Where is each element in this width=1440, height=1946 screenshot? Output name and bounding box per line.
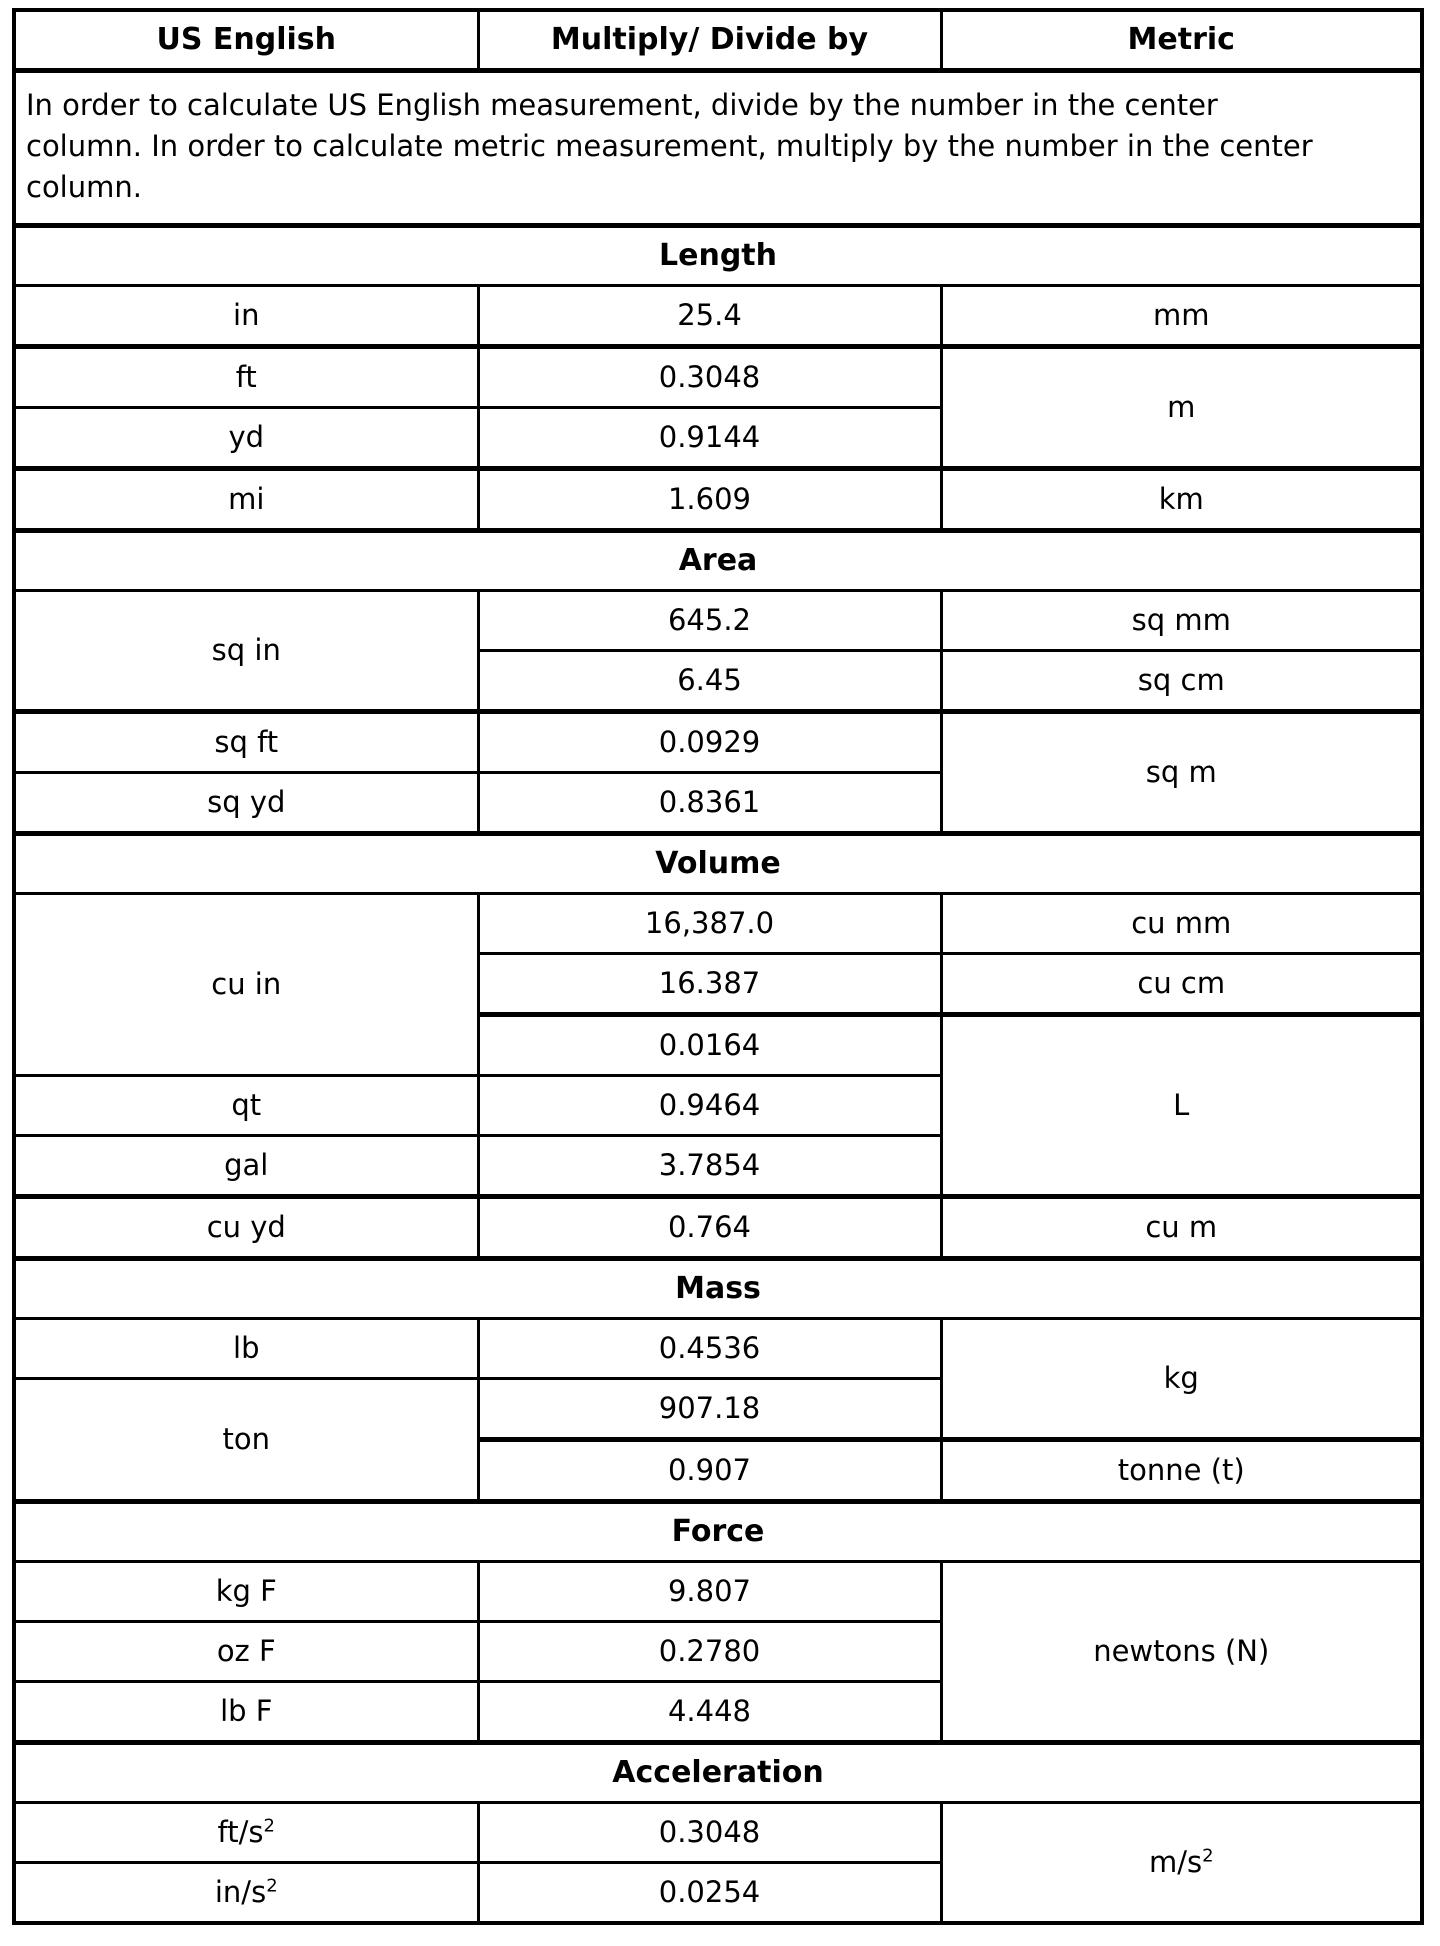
section-header-row: [14, 1258, 1422, 1318]
factor-cell: 4.448: [478, 1681, 941, 1742]
factor-cell: 0.0164: [478, 1014, 941, 1075]
us-unit-cell: cu in: [14, 893, 478, 1075]
us-unit-cell: in: [14, 285, 478, 346]
factor-cell: 907.18: [478, 1378, 941, 1439]
us-unit-cell: lb F: [14, 1681, 478, 1742]
unit-text: ft/s: [217, 1814, 264, 1849]
factor-cell: 16,387.0: [478, 893, 941, 953]
column-header-us-english: US English: [14, 10, 478, 71]
unit-superscript: 2: [1202, 1845, 1214, 1867]
metric-unit-cell: cu mm: [941, 893, 1422, 953]
instruction-row: [14, 71, 1422, 226]
metric-unit-cell: sq mm: [941, 590, 1422, 650]
factor-cell: 0.764: [478, 1196, 941, 1258]
section-header-row: [14, 1742, 1422, 1802]
metric-unit-cell: tonne (t): [941, 1439, 1422, 1501]
table-row: [14, 893, 1422, 953]
metric-unit-cell: sq cm: [941, 650, 1422, 711]
us-unit-cell: ton: [14, 1378, 478, 1501]
instruction-line-2: column. In order to calculate metric measurement, multiply by the number in the center: [26, 129, 1313, 164]
factor-cell: 0.907: [478, 1439, 941, 1501]
section-header-row: [14, 833, 1422, 893]
table-row: [14, 285, 1422, 346]
us-unit-cell: mi: [14, 468, 478, 530]
factor-cell: 0.9144: [478, 407, 941, 468]
factor-cell: 0.2780: [478, 1621, 941, 1681]
section-header-row: [14, 530, 1422, 590]
us-unit-cell: [14, 1862, 478, 1923]
instruction-line-3: column.: [26, 170, 142, 205]
instruction-text: [14, 71, 1422, 226]
metric-unit-cell: sq m: [941, 711, 1422, 833]
table-row: [14, 590, 1422, 650]
us-unit-cell: oz F: [14, 1621, 478, 1681]
section-title-length: Length: [14, 225, 1422, 285]
table-row: [14, 1802, 1422, 1862]
conversion-table: [12, 8, 1424, 1925]
metric-unit-cell: [941, 1802, 1422, 1923]
us-unit-cell: yd: [14, 407, 478, 468]
factor-cell: 0.9464: [478, 1075, 941, 1135]
factor-cell: 0.0929: [478, 711, 941, 772]
unit-text: m/s: [1148, 1844, 1203, 1879]
metric-unit-cell: km: [941, 468, 1422, 530]
factor-cell: 9.807: [478, 1561, 941, 1621]
unit-superscript: 2: [263, 1815, 275, 1837]
section-header-row: [14, 1501, 1422, 1561]
table-row: [14, 1196, 1422, 1258]
unit-text: in/s: [214, 1874, 267, 1909]
us-unit-cell: cu yd: [14, 1196, 478, 1258]
us-unit-cell: kg F: [14, 1561, 478, 1621]
table-row: [14, 1318, 1422, 1378]
metric-unit-cell: kg: [941, 1318, 1422, 1439]
table-row: [14, 711, 1422, 772]
factor-cell: 25.4: [478, 285, 941, 346]
us-unit-cell: sq yd: [14, 772, 478, 833]
factor-cell: 6.45: [478, 650, 941, 711]
us-unit-cell: sq ft: [14, 711, 478, 772]
factor-cell: 3.7854: [478, 1135, 941, 1196]
metric-unit-cell: m: [941, 346, 1422, 468]
factor-cell: 0.4536: [478, 1318, 941, 1378]
us-unit-cell: [14, 1802, 478, 1862]
us-unit-cell: qt: [14, 1075, 478, 1135]
section-header-row: [14, 225, 1422, 285]
column-header-metric: Metric: [941, 10, 1422, 71]
unit-superscript: 2: [266, 1875, 278, 1897]
section-title-acceleration: Acceleration: [14, 1742, 1422, 1802]
section-title-area: Area: [14, 530, 1422, 590]
table-row: [14, 468, 1422, 530]
instruction-line-1: In order to calculate US English measurement, divide by the number in the center: [26, 88, 1218, 122]
metric-unit-cell: L: [941, 1014, 1422, 1196]
factor-cell: 0.3048: [478, 1802, 941, 1862]
us-unit-cell: sq in: [14, 590, 478, 711]
factor-cell: 0.0254: [478, 1862, 941, 1923]
section-title-force: Force: [14, 1501, 1422, 1561]
us-unit-cell: lb: [14, 1318, 478, 1378]
us-unit-cell: gal: [14, 1135, 478, 1196]
factor-cell: 0.3048: [478, 346, 941, 407]
factor-cell: 645.2: [478, 590, 941, 650]
metric-unit-cell: cu cm: [941, 953, 1422, 1014]
factor-cell: 16.387: [478, 953, 941, 1014]
column-header-row: [14, 10, 1422, 71]
section-title-volume: Volume: [14, 833, 1422, 893]
factor-cell: 0.8361: [478, 772, 941, 833]
metric-unit-cell: newtons (N): [941, 1561, 1422, 1742]
factor-cell: 1.609: [478, 468, 941, 530]
table-row: [14, 1561, 1422, 1621]
column-header-multiply-divide: Multiply/ Divide by: [478, 10, 941, 71]
us-unit-cell: ft: [14, 346, 478, 407]
table-row: [14, 346, 1422, 407]
metric-unit-cell: cu m: [941, 1196, 1422, 1258]
metric-unit-cell: mm: [941, 285, 1422, 346]
section-title-mass: Mass: [14, 1258, 1422, 1318]
